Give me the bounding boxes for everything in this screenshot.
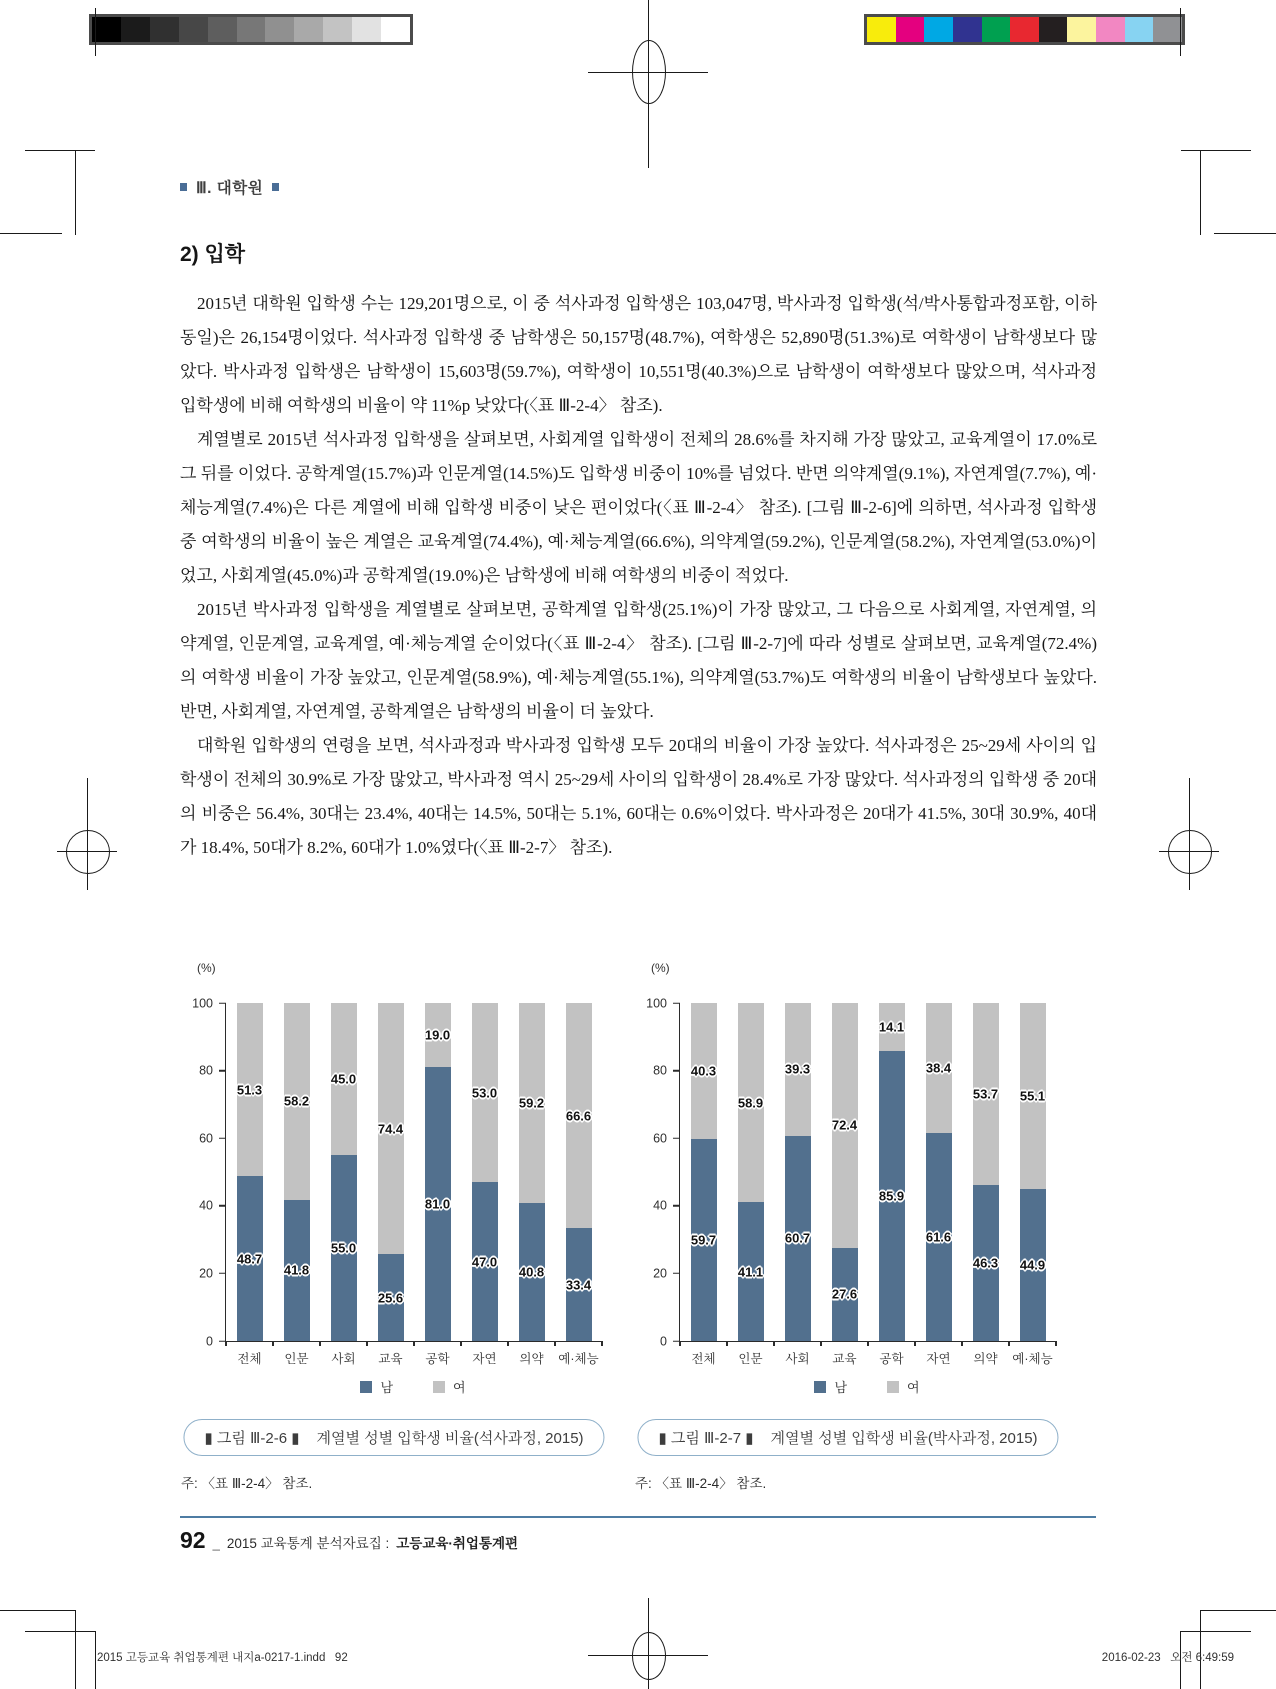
bar-slot (414, 1003, 461, 1366)
bar-slot (680, 1003, 727, 1366)
bar-value-label: 60.7 (784, 1230, 811, 1246)
x-axis-category-label: 전체 (691, 1352, 716, 1366)
bar-slot (508, 1003, 555, 1366)
x-axis-category-label: 자연 (472, 1352, 497, 1366)
figure-number-label: ▮ 그림 Ⅲ-2-7 ▮ (658, 1430, 754, 1447)
bar-slot (962, 1003, 1009, 1366)
y-axis-tick-label: 60 (199, 1130, 213, 1145)
calibration-swatch (953, 17, 982, 42)
bar-value-label: 53.0 (471, 1085, 498, 1101)
bar-value-label: 38.4 (925, 1060, 952, 1076)
footer-series-bold: 고등교육·취업통계편 (396, 1536, 519, 1551)
figure-note: 주: 〈표 Ⅲ-2-4〉 참조. (635, 1476, 767, 1491)
bar-value-label: 74.4 (377, 1121, 404, 1137)
calibration-swatch (381, 17, 410, 42)
bar-slot (273, 1003, 320, 1366)
crop-mark-line (0, 233, 62, 234)
section-title: 2) 입학 (180, 243, 246, 266)
y-axis-tick (673, 1205, 680, 1207)
x-axis-tick (679, 1341, 681, 1346)
stacked-bar (691, 1003, 717, 1341)
legend-label: 남 (834, 1380, 847, 1395)
bar-slot (774, 1003, 821, 1366)
stacked-bar (237, 1003, 263, 1341)
grayscale-calibration-bar (89, 14, 413, 45)
y-axis-tick (673, 1273, 680, 1275)
calibration-swatch (1153, 17, 1182, 42)
chart-legend (225, 1377, 601, 1396)
x-axis-category-label: 예·체능 (1012, 1352, 1053, 1366)
x-axis-category-label: 사회 (785, 1352, 810, 1366)
registration-mark-circle (632, 1632, 666, 1680)
stacked-bar (879, 1003, 905, 1341)
legend-item (360, 1377, 393, 1396)
calibration-swatch (1067, 17, 1096, 42)
legend-swatch (433, 1381, 445, 1393)
y-axis-tick (673, 1137, 680, 1139)
y-axis-tick (673, 1002, 680, 1004)
footer-separator: _ (212, 1536, 220, 1551)
calibration-swatch (1039, 17, 1068, 42)
x-axis-category-label: 공학 (879, 1352, 904, 1366)
bar-value-label: 19.0 (424, 1027, 451, 1043)
x-axis-tick (507, 1341, 509, 1346)
bar-value-label: 55.1 (1019, 1088, 1046, 1104)
x-axis-tick (773, 1341, 775, 1346)
footer-series-text: 2015 교육통계 분석자료집 : (226, 1536, 390, 1551)
chart-legend (679, 1377, 1055, 1396)
bar-value-label: 59.7 (690, 1232, 717, 1248)
x-axis-tick (460, 1341, 462, 1346)
y-axis-tick-label: 80 (199, 1063, 213, 1078)
x-axis-category-label: 의약 (519, 1352, 544, 1366)
paragraph: 2015년 박사과정 입학생을 계열별로 살펴보면, 공학계열 입학생(25.1%)이 가장 많았고, 그 다음으로 사회계열, 자연계열, 의약계열, 인문계열, 교육계열, 예·체능계열 순이었다(〈표 Ⅲ-2-4〉 참조). [그림 Ⅲ-2-7]에 따라 성별로 살펴보면, 교육계열(72.4%)의 여학생 비율이 가장 높았고, 인문계열(58.9%), 예·체능계열(55.1%), 의약계열(53.7%)도 여학생의 비율이 남학생보다 높았다. 반면, 사회계열, 자연계열, 공학계열은 남학생의 비율이 더 높았다. (180, 600, 1097, 721)
registration-mark-circle (632, 40, 666, 104)
x-axis-category-label: 자연 (926, 1352, 951, 1366)
legend-swatch (887, 1381, 899, 1393)
bar-slot (821, 1003, 868, 1366)
x-axis-tick (1055, 1341, 1057, 1346)
stacked-bar (785, 1003, 811, 1341)
figure-title: 계열별 성별 입학생 비율(석사과정, 2015) (316, 1430, 584, 1447)
stacked-bar (926, 1003, 952, 1341)
bar-slot (461, 1003, 508, 1366)
stacked-bar (738, 1003, 764, 1341)
bar-value-label: 59.2 (518, 1095, 545, 1111)
y-axis-tick (219, 1205, 226, 1207)
stacked-bar-chart-masters (179, 955, 609, 1500)
bar-slot (320, 1003, 367, 1366)
crop-mark-line (95, 1631, 96, 1689)
bar-value-label: 61.6 (925, 1229, 952, 1245)
x-axis-category-label: 인문 (284, 1352, 309, 1366)
x-axis-tick (366, 1341, 368, 1346)
calibration-swatch (265, 17, 294, 42)
y-axis-tick-label: 40 (199, 1198, 213, 1213)
x-axis-category-label: 의약 (973, 1352, 998, 1366)
bar-value-label: 14.1 (878, 1019, 905, 1035)
calibration-swatch (179, 17, 208, 42)
bar-value-label: 44.9 (1019, 1257, 1046, 1273)
bar-value-label: 81.0 (424, 1196, 451, 1212)
x-axis-tick (601, 1341, 603, 1346)
crop-mark-line (1214, 233, 1276, 234)
chapter-title: Ⅲ. 대학원 (196, 180, 264, 197)
page-footer (180, 1527, 518, 1554)
running-header (180, 176, 279, 198)
calibration-swatch (1010, 17, 1039, 42)
bar-value-label: 46.3 (972, 1255, 999, 1271)
x-axis-tick (961, 1341, 963, 1346)
crop-mark-line (0, 1610, 75, 1611)
x-axis-tick (914, 1341, 916, 1346)
bar-value-label: 66.6 (565, 1108, 592, 1124)
x-axis-category-label: 교육 (378, 1352, 403, 1366)
bar-value-label: 47.0 (471, 1254, 498, 1270)
calibration-swatch (323, 17, 352, 42)
y-axis-tick-label: 100 (192, 995, 213, 1010)
bar-value-label: 39.3 (784, 1061, 811, 1077)
x-axis-category-label: 인문 (738, 1352, 763, 1366)
legend-swatch (814, 1381, 826, 1393)
paragraph: 계열별로 2015년 석사과정 입학생을 살펴보면, 사회계열 입학생이 전체의 28.6%를 차지해 가장 많았고, 교육계열이 17.0%로 그 뒤를 이었다. 공학계열(15.7%)과 인문계열(14.5%)도 입학생 비중이 10%를 넘었다. 반면 의약계열(9.1%), 자연계열(7.7%), 예·체능계열(7.4%)은 다른 계열에 비해 입학생 비중이 낮은 편이었다(〈표 Ⅲ-2-4〉 참조). [그림 Ⅲ-2-6]에 의하면, 석사과정 입학생 중 여학생의 비율이 높은 계열은 교육계열(74.4%), 예·체능계열(66.6%), 의약계열(59.2%), 인문계열(58.2%), 자연계열(53.0%)이었고, 사회계열(45.0%)과 공학계열(19.0%)은 남학생에 비해 여학생의 비중이 적었다. (180, 430, 1097, 585)
registration-mark-circle (66, 830, 110, 874)
figure-number-label: ▮ 그림 Ⅲ-2-6 ▮ (204, 1430, 300, 1447)
x-axis-tick (726, 1341, 728, 1346)
y-axis-tick (219, 1137, 226, 1139)
crop-mark-line (1180, 8, 1181, 56)
calibration-swatch (867, 17, 896, 42)
bar-slot (226, 1003, 273, 1366)
crop-mark-line (1181, 150, 1251, 151)
bar-value-label: 45.0 (330, 1071, 357, 1087)
x-axis-tick (820, 1341, 822, 1346)
bar-value-label: 41.8 (283, 1262, 310, 1278)
crop-mark-line (75, 150, 76, 235)
calibration-swatch (92, 17, 121, 42)
bar-slot (1009, 1003, 1056, 1366)
figure-caption (183, 1419, 604, 1456)
crop-mark-line (95, 8, 96, 56)
y-axis-tick-label: 40 (653, 1198, 667, 1213)
legend-item (814, 1377, 847, 1396)
plot-area (646, 995, 1056, 1366)
x-axis-tick (1008, 1341, 1010, 1346)
stacked-bar (1020, 1003, 1046, 1341)
crop-mark-line (1181, 1631, 1251, 1632)
bar-value-label: 55.0 (330, 1240, 357, 1256)
calibration-swatch (924, 17, 953, 42)
stacked-bar (425, 1003, 451, 1341)
bar-value-label: 27.6 (831, 1286, 858, 1302)
bar-value-label: 58.9 (737, 1095, 764, 1111)
x-axis-category-label: 사회 (331, 1352, 356, 1366)
page-number: 92 (180, 1527, 206, 1553)
stacked-bar (331, 1003, 357, 1341)
y-axis-tick-label: 20 (653, 1266, 667, 1281)
bar-slot (555, 1003, 602, 1366)
bar-value-label: 85.9 (878, 1188, 905, 1204)
legend-item (433, 1377, 466, 1396)
y-axis-tick-label: 20 (199, 1266, 213, 1281)
calibration-swatch (352, 17, 381, 42)
stacked-bar (472, 1003, 498, 1341)
figure-caption (637, 1419, 1058, 1456)
legend-item (887, 1377, 920, 1396)
y-axis-unit-label: (%) (651, 961, 670, 975)
bar-value-label: 33.4 (565, 1277, 592, 1293)
stacked-bar (519, 1003, 545, 1341)
calibration-swatch (237, 17, 266, 42)
y-axis-tick-label: 0 (660, 1333, 667, 1348)
registration-mark-circle (1168, 830, 1212, 874)
calibration-swatch (121, 17, 150, 42)
calibration-swatch (208, 17, 237, 42)
bar-value-label: 41.1 (737, 1264, 764, 1280)
calibration-swatch (1096, 17, 1125, 42)
header-square-icon (272, 183, 279, 191)
bar-value-label: 51.3 (236, 1082, 263, 1098)
y-axis-tick (219, 1273, 226, 1275)
legend-label: 남 (380, 1380, 393, 1395)
stacked-bar-chart-doctoral (633, 955, 1063, 1500)
legend-swatch (360, 1381, 372, 1393)
calibration-swatch (1125, 17, 1154, 42)
bar-value-label: 48.7 (236, 1251, 263, 1267)
paragraph: 2015년 대학원 입학생 수는 129,201명으로, 이 중 석사과정 입학생은 103,047명, 박사과정 입학생(석/박사통합과정포함, 이하 동일)은 26,154명이었다. 석사과정 입학생 중 남학생은 50,157명(48.7%), 여학생은 52,890명(51.3%)로 여학생이 남학생보다 많았다. 박사과정 입학생은 남학생이 15,603명(59.7%), 여학생이 10,551명(40.3%)으로 남학생이 여학생보다 많았으며, 석사과정 입학생에 비해 여학생의 비율이 약 11%p 낮았다(〈표 Ⅲ-2-4〉 참조). (180, 294, 1097, 415)
y-axis-tick-label: 100 (646, 995, 667, 1010)
calibration-swatch (294, 17, 323, 42)
bar-value-label: 58.2 (283, 1093, 310, 1109)
crop-mark-line (75, 1610, 76, 1689)
x-axis-tick (413, 1341, 415, 1346)
y-axis-tick-label: 0 (206, 1333, 213, 1348)
x-axis-tick (272, 1341, 274, 1346)
calibration-swatch (982, 17, 1011, 42)
crop-mark-line (25, 150, 95, 151)
x-axis-tick (554, 1341, 556, 1346)
bar-slot (367, 1003, 414, 1366)
bar-slot (727, 1003, 774, 1366)
bar-value-label: 40.8 (518, 1264, 545, 1280)
legend-label: 여 (453, 1380, 466, 1395)
bar-value-label: 72.4 (831, 1117, 858, 1133)
bar-slot (915, 1003, 962, 1366)
bar-value-label: 25.6 (377, 1290, 404, 1306)
footer-divider (180, 1516, 1096, 1518)
body-text (180, 287, 1097, 865)
x-axis-category-label: 공학 (425, 1352, 450, 1366)
paragraph: 대학원 입학생의 연령을 보면, 석사과정과 박사과정 입학생 모두 20대의 비율이 가장 높았다. 석사과정은 25~29세 사이의 입학생이 전체의 30.9%로 가장 많았고, 박사과정 역시 25~29세 사이의 입학생이 28.4%로 가장 많았다. 석사과정의 입학생 중 20대의 비중은 56.4%, 30대는 23.4%, 40대는 14.5%, 50대는 5.1%, 60대는 0.6%이었다. 박사과정은 20대가 41.5%, 30대 30.9%, 40대가 18.4%, 50대가 8.2%, 60대가 1.0%였다(〈표 Ⅲ-2-7〉 참조). (180, 736, 1097, 857)
x-axis-category-label: 예·체능 (558, 1352, 599, 1366)
calibration-swatch (896, 17, 925, 42)
imprint-timestamp: 2016-02-23 오전 6:49:59 (1101, 1652, 1234, 1664)
crop-mark-line (25, 1631, 95, 1632)
crop-mark-line (1201, 1610, 1276, 1611)
legend-label: 여 (907, 1380, 920, 1395)
crop-mark-line (1200, 150, 1201, 235)
imprint-filename: 2015 고등교육 취업통계편 내지a-0217-1.indd 92 (97, 1652, 348, 1664)
stacked-bar (973, 1003, 999, 1341)
plot-area (192, 995, 602, 1366)
header-square-icon (180, 183, 187, 191)
bar-value-label: 40.3 (690, 1063, 717, 1079)
x-axis-tick (319, 1341, 321, 1346)
x-axis-category-label: 전체 (237, 1352, 262, 1366)
x-axis-tick (225, 1341, 227, 1346)
y-axis-tick-label: 60 (653, 1130, 667, 1145)
stacked-bar (284, 1003, 310, 1341)
y-axis-tick (673, 1070, 680, 1072)
y-axis-tick-label: 80 (653, 1063, 667, 1078)
bar-value-label: 53.7 (972, 1086, 999, 1102)
y-axis-tick (219, 1002, 226, 1004)
figure-title: 계열별 성별 입학생 비율(박사과정, 2015) (770, 1430, 1038, 1447)
calibration-swatch (150, 17, 179, 42)
x-axis-category-label: 교육 (832, 1352, 857, 1366)
color-calibration-bar (864, 14, 1185, 45)
y-axis-unit-label: (%) (197, 961, 216, 975)
x-axis-tick (867, 1341, 869, 1346)
bar-slot (868, 1003, 915, 1366)
figure-note: 주: 〈표 Ⅲ-2-4〉 참조. (181, 1476, 313, 1491)
y-axis-tick (219, 1070, 226, 1072)
